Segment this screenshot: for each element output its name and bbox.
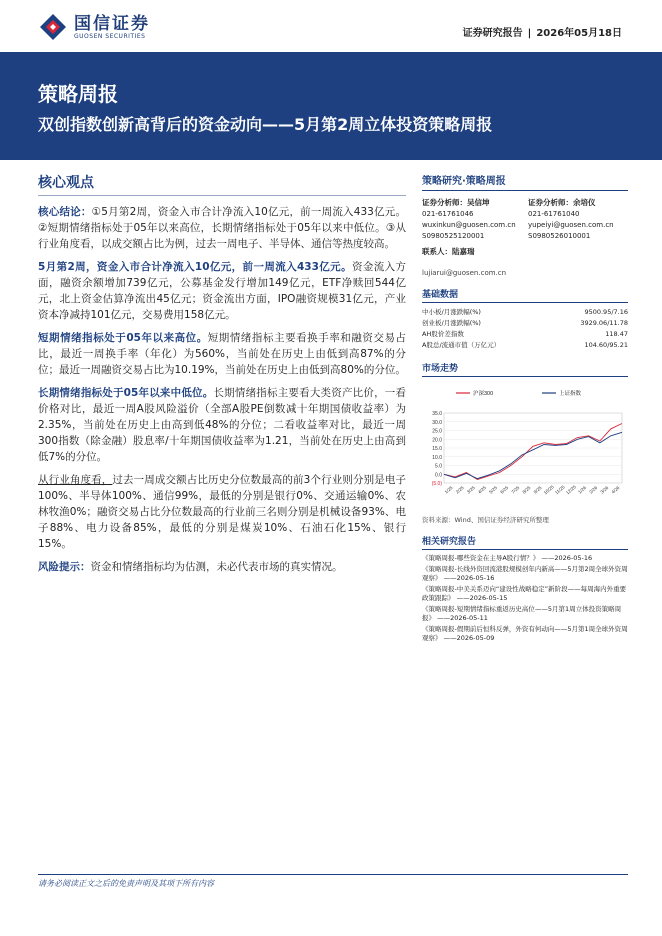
analyst-1-cert: S0980525120001 <box>422 232 485 240</box>
x-tick-label: 11/25 <box>554 484 566 496</box>
core-conclusion-paragraph <box>38 204 406 252</box>
company-name-en: GUOSEN SECURITIES <box>74 32 146 40</box>
x-tick-label: 7/25 <box>510 485 521 495</box>
guosen-logo-icon <box>38 12 68 42</box>
basic-label: 中小板/月涨跌幅(%) <box>422 308 481 316</box>
long-sentiment-paragraph <box>38 385 406 465</box>
y-tick-label: 30.0 <box>432 419 442 426</box>
y-tick-label: 5.0 <box>435 463 442 470</box>
table-row <box>422 318 628 329</box>
x-tick-label: 5/25 <box>488 485 499 495</box>
list-item[interactable]: 《策略周报-短期情绪指标重返历史高位——5月第1周立体投资策略周报》 ——2026-05-11 <box>422 604 622 622</box>
x-tick-label: 3/26 <box>599 485 610 495</box>
sidebar-column <box>422 172 628 645</box>
y-tick-label: 35.0 <box>432 411 442 417</box>
fund-flow-text: 资金流入方面，融资余额增加739亿元，公募基金发行增加149亿元，ETF净赎回544亿元，北上资金估算净流出45亿元；资金流出方面，IPO融资规模31亿元，产业资本净减持101亿元，交易费用158亿元。 <box>38 261 407 321</box>
report-subtitle: 双创指数创新高背后的资金动向——5月第2周立体投资策略周报 <box>38 115 493 134</box>
long-sentiment-label: 长期情绪指标处于05年以来中低位。 <box>38 387 214 399</box>
basic-data-table <box>422 307 628 351</box>
y-tick-label: 15.0 <box>432 446 442 452</box>
company-name-cn: 国信证券 <box>74 13 150 34</box>
core-conclusion-label: 核心结论： <box>38 206 92 218</box>
basic-data-title: 基础数据 <box>422 287 628 303</box>
x-tick-label: 12/25 <box>565 484 577 496</box>
analyst-1-name: 吴信坤 <box>467 198 490 207</box>
analyst-2-cert: S0980526010001 <box>528 232 591 240</box>
y-tick-label: 0.0 <box>435 472 442 479</box>
analyst-1 <box>422 197 522 242</box>
report-category: 策略研究·策略周报 <box>422 172 628 191</box>
y-tick-label: (5.0) <box>431 481 442 487</box>
contact-name: 陆嘉瑞 <box>452 247 475 256</box>
x-tick-label: 6/25 <box>499 485 510 495</box>
table-row <box>422 307 628 318</box>
y-tick-label: 25.0 <box>432 428 442 435</box>
analyst-block <box>422 197 628 242</box>
contact-email[interactable]: lujiarui@guosen.com.cn <box>422 269 507 277</box>
x-tick-label: 4/25 <box>477 485 487 495</box>
core-views-column <box>38 172 406 582</box>
related-reports-title: 相关研究报告 <box>422 534 628 550</box>
chart-source: 资料来源：Wind、国信证券经济研究所整理 <box>422 516 549 524</box>
risk-paragraph <box>38 559 406 575</box>
analyst-2-role: 证券分析师： <box>528 198 573 207</box>
short-sentiment-paragraph <box>38 330 406 378</box>
industry-paragraph <box>38 472 406 552</box>
basic-value: 9500.95/7.16 <box>584 308 628 316</box>
report-title: 策略周报 <box>38 82 118 106</box>
basic-value: 3929.06/11.78 <box>580 319 628 327</box>
list-item[interactable]: 《策略周报-长线外资回流港股规模创年内新高——5月第2周全球外资周观察》 ——2026-05-16 <box>422 564 628 582</box>
analyst-2-email[interactable]: yupeiyi@guosen.com.cn <box>528 221 614 229</box>
basic-label: AH股价差指数 <box>422 330 464 338</box>
list-item[interactable]: 《策略周报-假期前后恒科反弹，外资有何动向——5月第1周全球外资周观察》 ——2026-05-09 <box>422 624 628 642</box>
analyst-1-phone: 021-61761046 <box>422 210 474 218</box>
company-logo <box>38 12 150 42</box>
series-line-hs300 <box>444 424 622 480</box>
analyst-2-phone: 021-61761040 <box>528 210 580 218</box>
basic-label: 创业板/月涨跌幅(%) <box>422 319 481 327</box>
report-header <box>0 0 662 52</box>
x-tick-label: 1/26 <box>577 485 588 495</box>
basic-value: 104.60/95.21 <box>584 341 628 349</box>
y-tick-label: 20.0 <box>432 437 442 444</box>
short-sentiment-label: 短期情绪指标处于05年以来高位。 <box>38 332 208 344</box>
risk-label: 风险提示： <box>38 561 91 573</box>
fund-flow-label: 5月第2周，资金入市合计净流入10亿元，前一周流入433亿元。 <box>38 261 352 273</box>
risk-text: 资金和情绪指标均为估测，未必代表市场的真实情况。 <box>90 561 343 573</box>
legend-label: 沪深300 <box>473 391 494 397</box>
contact-person <box>422 246 628 257</box>
analyst-2-name: 余培仪 <box>573 198 596 207</box>
related-reports-list <box>422 554 628 644</box>
report-type: 证券研究报告 <box>462 28 523 39</box>
x-tick-label: 1/25 <box>443 485 454 495</box>
analyst-1-role: 证券分析师： <box>422 198 467 207</box>
market-trend-svg <box>422 383 628 513</box>
basic-label: A股总/流通市值（万亿元） <box>422 341 501 349</box>
industry-label: 从行业角度看， <box>38 474 113 486</box>
x-tick-label: 2/26 <box>588 485 599 495</box>
report-date: 2026年05月18日 <box>536 28 622 39</box>
legend-label: 上证指数 <box>559 391 582 397</box>
x-tick-label: 4/26 <box>610 485 621 495</box>
market-trend-title: 市场走势 <box>422 361 628 377</box>
report-meta <box>463 24 622 39</box>
x-tick-label: 3/25 <box>465 485 476 495</box>
analyst-1-email[interactable]: wuxinkun@guosen.com.cn <box>422 221 516 229</box>
x-tick-label: 8/25 <box>521 485 532 495</box>
core-views-title: 核心观点 <box>38 172 406 196</box>
industry-text: 过去一周成交额占比历史分位数最高的前3个行业则分别是电子100%、半导体100%、通信99%，最低的分别是银行0%、交通运输0%、农林牧渔0%；融资交易占比分位数最高的行业前三名则分别是机械设备93%、电子88%、电力设备85%，最低的分别是煤炭10%、石油石化15%、银行15%。 <box>38 474 406 550</box>
x-tick-label: 10/25 <box>542 484 555 496</box>
table-row <box>422 329 628 340</box>
x-tick-label: 2/25 <box>454 485 465 495</box>
footer-disclaimer: 请务必阅读正文之后的免责声明及其项下所有内容 <box>38 874 628 889</box>
long-sentiment-text: 长期情绪指标主要看大类资产比价，一看价格对比，最近一周A股风险溢价（全部A股PE倒数减十年期国债收益率）为2.35%，当前处在历史上由高到低48%的分位；二看收益率对比，最近一周300指数（除金融）股息率/十年期国债收益率为1.21，当前处在历史上由高到低7%的分位。 <box>38 387 406 463</box>
market-trend-chart <box>422 383 628 513</box>
y-tick-label: 10.0 <box>432 454 442 461</box>
fund-flow-paragraph <box>38 259 406 323</box>
contact-role: 联系人： <box>422 247 452 256</box>
x-tick-label: 9/25 <box>532 485 543 495</box>
core-conclusion-text: ①5月第2周，资金入市合计净流入10亿元，前一周流入433亿元。②短期情绪指标处于05年以来高位，长期情绪指标处于05年以来中低位。③从行业角度看，以成交额占比为例，过去一周电子、半导体、通信等热度较高。 <box>38 206 406 250</box>
basic-value: 118.47 <box>605 330 628 338</box>
short-sentiment-text: 短期情绪指标主要看换手率和融资交易占比，最近一周换手率（年化）为560%，当前处在历史上由低到高87%的分位；最近一周融资交易占比为10.19%，当前处在历史上由低到高80%的分位。 <box>38 332 406 376</box>
title-banner <box>0 52 662 160</box>
list-item[interactable]: 《策略周报-哪些资金在主导A股行情？》 ——2026-05-16 <box>422 554 593 562</box>
table-row <box>422 340 628 351</box>
list-item[interactable]: 《策略周报-中美关系迈向“建设性战略稳定”新阶段——每周海内外重要政策跟踪》 ——2026-05-15 <box>422 584 627 602</box>
analyst-2 <box>528 197 628 242</box>
meta-separator: | <box>527 28 532 39</box>
